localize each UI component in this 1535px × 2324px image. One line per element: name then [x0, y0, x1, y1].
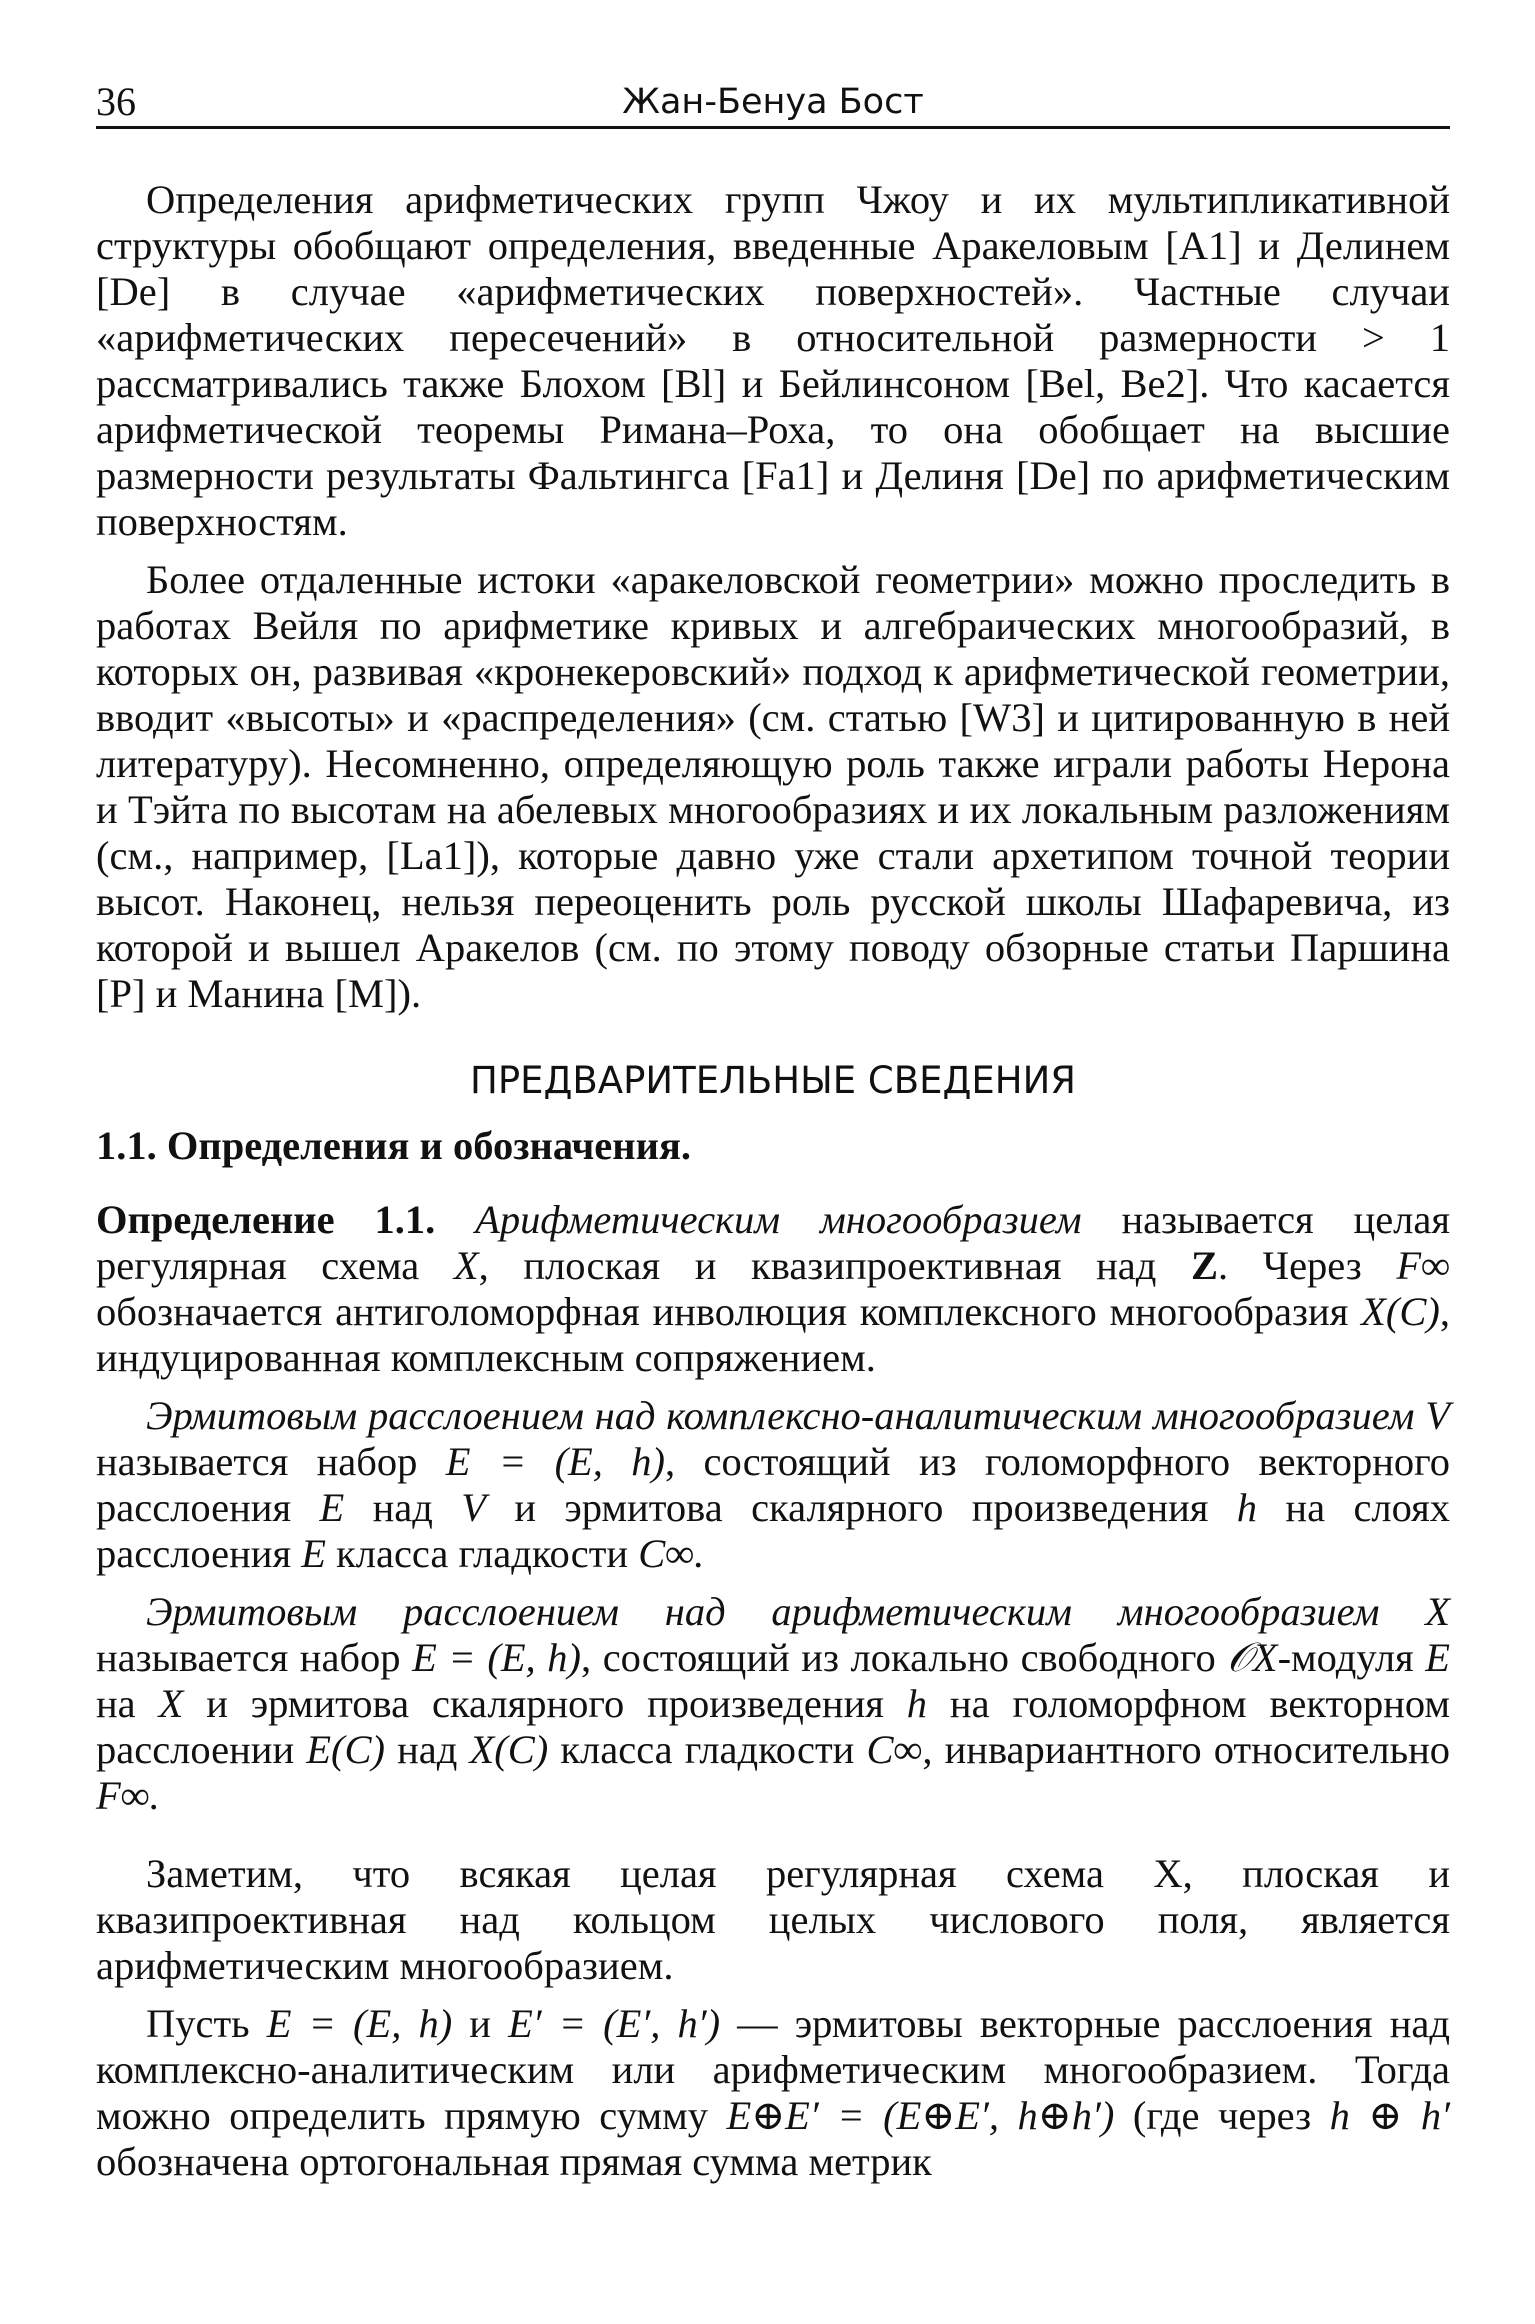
- math-h-sum: h ⊕ h′: [1329, 2093, 1450, 2138]
- definition-term-3: Эрмитовым расслоением над арифметическим многообразием: [146, 1589, 1380, 1634]
- math-h: h: [906, 1681, 928, 1726]
- text: над: [385, 1727, 470, 1772]
- math-OX: 𝒪X: [1227, 1635, 1278, 1680]
- text: и эрмитова скалярного произведения: [485, 1485, 1237, 1530]
- running-head: [96, 78, 1450, 129]
- definition-paragraph-2: [96, 1393, 1450, 1577]
- text: на слоях расслоения: [96, 1485, 1450, 1576]
- running-title: Жан-Бенуа Бост: [622, 82, 924, 122]
- remark-paragraph-2: [96, 2001, 1450, 2185]
- spacer: [96, 1831, 1450, 1851]
- math-E: E: [301, 1531, 326, 1576]
- math-Finf: F∞.: [96, 1773, 160, 1818]
- math-E: E: [319, 1485, 345, 1530]
- math-X: X: [158, 1681, 184, 1726]
- definition-paragraph-3: [96, 1589, 1450, 1819]
- math-XC: X(C): [469, 1727, 549, 1772]
- math-Z: Z: [1191, 1243, 1219, 1288]
- math-V: V: [1425, 1393, 1451, 1438]
- text: , состоящий из голоморфного векторного расслоения: [96, 1439, 1451, 1530]
- math-Cinf: C∞.: [638, 1531, 705, 1576]
- page: [96, 78, 1450, 2197]
- definition-label: Определение 1.1.: [96, 1197, 436, 1242]
- remark-paragraph-1: Заметим, что всякая целая регулярная схема X, плоская и квазипроективная над кольцом целых числового поля, является арифметическим многообразием.: [96, 1851, 1450, 1988]
- math-Ebar-prime: E′ = (E′, h′): [508, 2001, 721, 2046]
- definition-paragraph-1: [96, 1197, 1450, 1381]
- math-V: V: [461, 1485, 486, 1530]
- math-Ebar: E = (E, h): [266, 2001, 453, 2046]
- math-direct-sum: E⊕E′ = (E⊕E′, h⊕h′): [726, 2093, 1115, 2138]
- text: называется набор: [96, 1635, 413, 1680]
- text: и эрмитова скалярного произведения: [183, 1681, 907, 1726]
- text: класса гладкости: [548, 1727, 867, 1772]
- intro-paragraph-1: Определения арифметических групп Чжоу и их мультипликативной структуры обобщают определения, введенные Аракеловым [A1] и Делинем [De] в случае «арифметических поверхностей». Частные случаи «арифметических пересечений» в относительной размерности > 1 рассматривались также Блохом [Bl] и Бейлинсоном [Bel, Be2]. Что касается арифметической теоремы Римана–Роха, то она обобщает на высшие размерности результаты Фальтингса [Fa1] и Делиня [De] по арифметическим поверхностям.: [96, 177, 1450, 544]
- text: называется набор: [96, 1439, 446, 1484]
- math-Cinf: C∞: [866, 1727, 923, 1772]
- math-X: X: [1425, 1589, 1451, 1634]
- math-Finf: F∞: [1396, 1243, 1450, 1288]
- text: называется целая регулярная схема: [96, 1197, 1450, 1288]
- text: над: [344, 1485, 462, 1530]
- text: Пусть: [146, 2001, 267, 2046]
- math-h: h: [1236, 1485, 1258, 1530]
- text: обозначена ортогональная прямая сумма метрик: [96, 2139, 932, 2184]
- page-body: [96, 177, 1450, 2185]
- definition-term-1: Арифметическим многообразием: [475, 1197, 1082, 1242]
- math-X: X: [453, 1243, 479, 1288]
- text: и: [452, 2001, 509, 2046]
- text: класса гладкости: [325, 1531, 639, 1576]
- text: . Через: [1218, 1243, 1397, 1288]
- text: обозначается антиголоморфная инволюция комплексного многообразия: [96, 1289, 1362, 1334]
- text: , состоящий из локально свободного: [581, 1635, 1228, 1680]
- text: — эрмитовы векторные расслоения над комплексно-аналитическим или арифметическим многообразием. Тогда можно определить прямую сумму: [96, 2001, 1450, 2138]
- intro-paragraph-2: Более отдаленные истоки «аракеловской геометрии» можно проследить в работах Вейля по арифметике кривых и алгебраических многообразий, в которых он, развивая «кронекеровский» подход к арифметической геометрии, вводит «высоты» и «распределения» (см. статью [W3] и цитированную в ней литературу). Несомненно, определяющую роль также играли работы Нерона и Тэйта по высотам на абелевых многообразиях и их локальным разложениям (см., например, [La1]), которые давно уже стали архетипом точной теории высот. Наконец, нельзя переоценить роль русской школы Шафаревича, из которой и вышел Аракелов (см. по этому поводу обзорные статьи Паршина [P] и Манина [M]).: [96, 557, 1450, 1016]
- math-XC: X(C): [1361, 1289, 1440, 1334]
- math-Ebar: E = (E, h): [445, 1439, 666, 1484]
- text: , инвариантного относительно: [922, 1727, 1450, 1772]
- math-EC: E(C): [306, 1727, 385, 1772]
- text: (где через: [1114, 2093, 1330, 2138]
- subsection-heading: 1.1. Определения и обозначения.: [96, 1123, 691, 1168]
- text: , индуцированная комплексным сопряжением.: [96, 1289, 1450, 1380]
- section-heading: ПРЕДВАРИТЕЛЬНЫЕ СВЕДЕНИЯ: [470, 1059, 1076, 1102]
- math-Ebar: E = (E, h): [412, 1635, 581, 1680]
- math-E: E: [1425, 1635, 1451, 1680]
- page-number: 36: [96, 79, 136, 124]
- text: на голоморфном векторном расслоении: [96, 1681, 1451, 1772]
- text: на: [96, 1681, 159, 1726]
- text: -модуля: [1277, 1635, 1426, 1680]
- text: , плоская и квазипроективная над: [478, 1243, 1191, 1288]
- definition-term-2: Эрмитовым расслоением над комплексно-аналитическим многообразием: [146, 1393, 1415, 1438]
